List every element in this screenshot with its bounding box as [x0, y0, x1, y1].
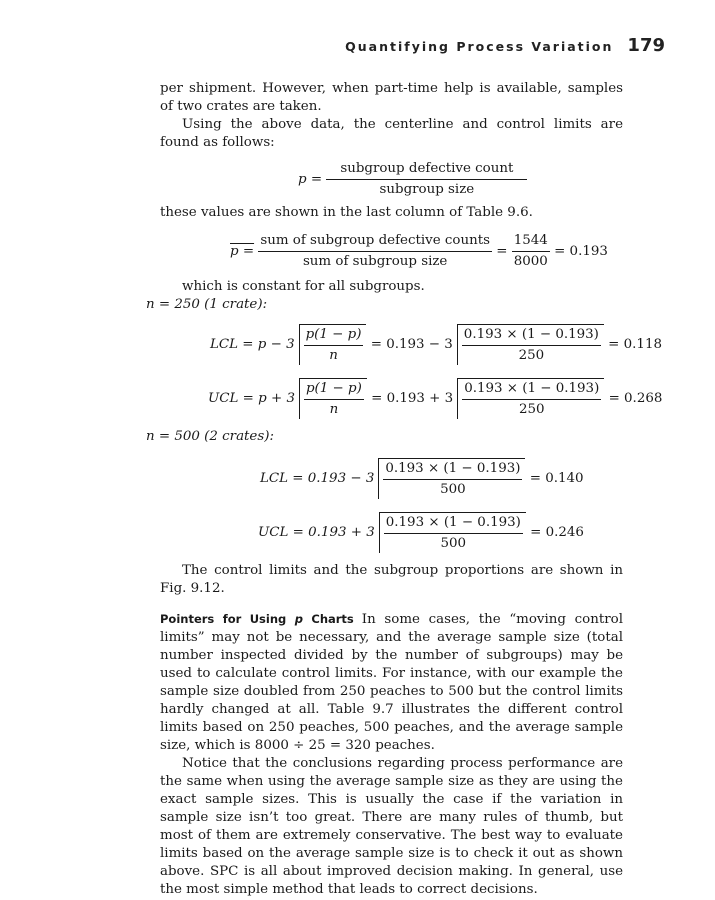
- running-head: [345, 35, 665, 56]
- run-in-heading: [160, 612, 354, 626]
- numerator: 0.193 × (1 − 0.193): [384, 514, 523, 534]
- numerator: sum of subgroup defective counts: [258, 232, 492, 252]
- numerator: 0.193 × (1 − 0.193): [462, 326, 601, 346]
- denominator: subgroup size: [379, 182, 475, 197]
- numerator: p(1 − p): [304, 326, 364, 346]
- sqrt: [457, 378, 604, 419]
- paragraph-pointers: [160, 610, 623, 755]
- sqrt: [299, 378, 367, 419]
- sqrt: [457, 324, 604, 365]
- fraction: [384, 514, 523, 553]
- equation-lcl-250: [160, 320, 662, 368]
- equation-pbar: [160, 228, 623, 272]
- equation-ucl-500: [160, 508, 623, 556]
- paragraph-text: In some cases, the “moving control limits” may not be necessary, and the average sample size (total number inspected divided by the number of subgroups) may be used to calculate control limits. For instance, with our example the sample size doubled from 250 peaches to 500 but the control limits hardly changed at all. Table 9.7 illustrates the different control limits based on 250 peaches, 500 peaches, and the average sample size, which is 8000 ÷ 25 = 320 peaches.: [160, 612, 623, 753]
- eq-lhs: p =: [230, 244, 255, 259]
- result: = 0.268: [608, 391, 663, 406]
- equation-ucl-250: [160, 374, 663, 422]
- body-text: [146, 80, 663, 899]
- sqrt: [299, 324, 367, 365]
- equation-lcl-500: [160, 454, 623, 502]
- eq-lhs: LCL = 0.193 − 3: [260, 471, 375, 486]
- n500-label: n = 500 (2 crates):: [146, 429, 274, 444]
- fraction: [512, 232, 550, 271]
- sqrt: [378, 458, 525, 499]
- fraction: [462, 326, 601, 365]
- numerator: 0.193 × (1 − 0.193): [462, 380, 601, 400]
- paragraph: which is constant for all subgroups.: [182, 279, 425, 294]
- heading-part: Charts: [311, 612, 354, 626]
- denominator: 250: [518, 348, 545, 363]
- numerator: 1544: [512, 232, 550, 252]
- paragraph: per shipment. However, when part-time help is available, samples of two crates are taken.: [160, 81, 623, 114]
- fraction: [462, 380, 601, 419]
- result: = 0.246: [530, 525, 584, 540]
- eq-lhs: p =: [298, 172, 323, 187]
- eq-mid: = 0.193 + 3: [371, 391, 454, 406]
- denominator: 250: [518, 402, 545, 417]
- page-number: 179: [627, 35, 665, 56]
- numerator: 0.193 × (1 − 0.193): [383, 460, 522, 480]
- eq-lhs: UCL = 0.193 + 3: [258, 525, 375, 540]
- chapter-title: Quantifying Process Variation: [345, 39, 614, 54]
- result: = 0.140: [529, 471, 584, 486]
- n250-label: n = 250 (1 crate):: [146, 297, 268, 312]
- eq-mid: = 0.193 − 3: [370, 337, 453, 352]
- sqrt: [379, 512, 526, 553]
- result: = 0.118: [608, 337, 662, 352]
- denominator: 500: [440, 536, 467, 551]
- heading-part: p: [294, 612, 303, 626]
- paragraph: Using the above data, the centerline and control limits are found as follows:: [160, 117, 623, 150]
- denominator: n: [329, 348, 338, 363]
- fraction: [326, 160, 527, 199]
- denominator: 500: [440, 482, 466, 497]
- denominator: n: [329, 402, 339, 417]
- fraction: [383, 460, 522, 499]
- equation-p: [160, 158, 623, 198]
- eq-lhs: LCL = p − 3: [210, 337, 295, 352]
- denominator: sum of subgroup size: [302, 254, 448, 269]
- numerator: subgroup defective count: [326, 160, 527, 180]
- fraction: [258, 232, 492, 271]
- equals: =: [496, 244, 508, 259]
- numerator: p(1 − p): [304, 380, 364, 400]
- eq-lhs: UCL = p + 3: [208, 391, 295, 406]
- fraction: [304, 380, 364, 419]
- paragraph: these values are shown in the last column of Table 9.6.: [160, 205, 533, 220]
- paragraph: Notice that the conclusions regarding process performance are the same when using the average sample size as they are using the exact sample sizes. This is usually the case if the variation in sample size isn’t too great. There are many rules of thumb, but most of them are extremely conservative. The best way to evaluate limits based on the average sample size is to check it out as shown above. SPC is all about improved decision making. In general, use the most simple method that leads to correct decisions.: [160, 756, 623, 897]
- result: = 0.193: [554, 244, 608, 259]
- fraction: [304, 326, 364, 365]
- denominator: 8000: [513, 254, 548, 269]
- heading-part: Pointers for Using: [160, 612, 287, 626]
- paragraph: The control limits and the subgroup proportions are shown in Fig. 9.12.: [160, 563, 623, 596]
